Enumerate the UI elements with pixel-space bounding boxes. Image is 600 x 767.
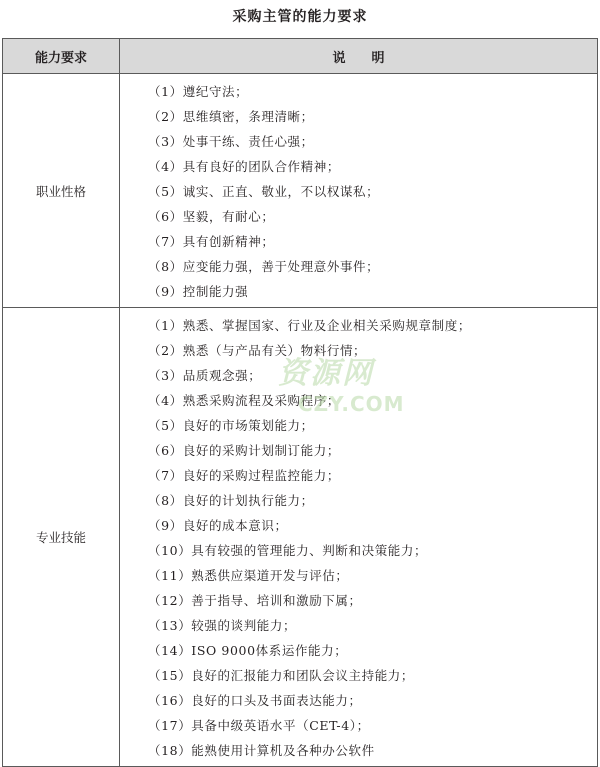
- document-title: 采购主管的能力要求: [232, 9, 368, 25]
- list-item: （6）良好的采购计划制订能力；: [148, 443, 340, 458]
- table-row: [3, 308, 598, 767]
- list-item: （3）品质观念强；: [148, 368, 262, 383]
- category-cell: 职业性格: [3, 74, 120, 308]
- list-item: （17）具备中级英语水平（CET-4）；: [148, 718, 370, 733]
- category-cell: 专业技能: [3, 308, 120, 767]
- list-item: （9）控制能力强: [148, 284, 249, 299]
- list-item: （16）良好的口头及书面表达能力；: [148, 693, 362, 708]
- list-item: （18）能熟使用计算机及各种办公软件: [148, 743, 375, 758]
- table-header-row: [3, 39, 598, 74]
- watermark-text: 资源网: [278, 356, 374, 391]
- list-item: （7）良好的采购过程监控能力；: [148, 468, 340, 483]
- list-item: （6）坚毅，有耐心；: [148, 209, 275, 224]
- list-item: （4）具有良好的团队合作精神；: [148, 159, 340, 174]
- requirement-list: [120, 308, 597, 766]
- header-category: 能力要求: [3, 39, 120, 74]
- description-cell: [120, 308, 598, 767]
- table-body: [3, 74, 598, 767]
- list-item: （5）诚实、正直、敬业，不以权谋私；: [148, 184, 380, 199]
- list-item: （11）熟悉供应渠道开发与评估；: [148, 568, 349, 583]
- list-item: （14）ISO 9000体系运作能力；: [148, 643, 348, 658]
- list-item: （8）应变能力强，善于处理意外事件；: [148, 259, 380, 274]
- header-description: 说明: [120, 39, 598, 74]
- list-item: （5）良好的市场策划能力；: [148, 418, 314, 433]
- list-item: （3）处事干练、责任心强；: [148, 134, 314, 149]
- list-item: （1）遵纪守法；: [148, 84, 249, 99]
- list-item: （12）善于指导、培训和激励下属；: [148, 593, 362, 608]
- list-item: （8）良好的计划执行能力；: [148, 493, 314, 508]
- watermark-domain: CZY.COM: [298, 392, 405, 416]
- list-item: （2）思维缜密，条理清晰；: [148, 109, 314, 124]
- list-item: （2）熟悉（与产品有关）物料行情；: [148, 343, 367, 358]
- list-item: （10）具有较强的管理能力、判断和决策能力；: [148, 543, 428, 558]
- list-item: （13）较强的谈判能力；: [148, 618, 297, 633]
- requirement-list: [120, 74, 597, 307]
- list-item: （9）良好的成本意识；: [148, 518, 288, 533]
- list-item: （4）熟悉采购流程及采购程序；: [148, 393, 340, 408]
- ability-requirements-table: [2, 38, 598, 767]
- list-item: （1）熟悉、掌握国家、行业及企业相关采购规章制度；: [148, 318, 471, 333]
- list-item: （7）具有创新精神；: [148, 234, 275, 249]
- table-row: [3, 74, 598, 308]
- description-cell: [120, 74, 598, 308]
- list-item: （15）良好的汇报能力和团队会议主持能力；: [148, 668, 415, 683]
